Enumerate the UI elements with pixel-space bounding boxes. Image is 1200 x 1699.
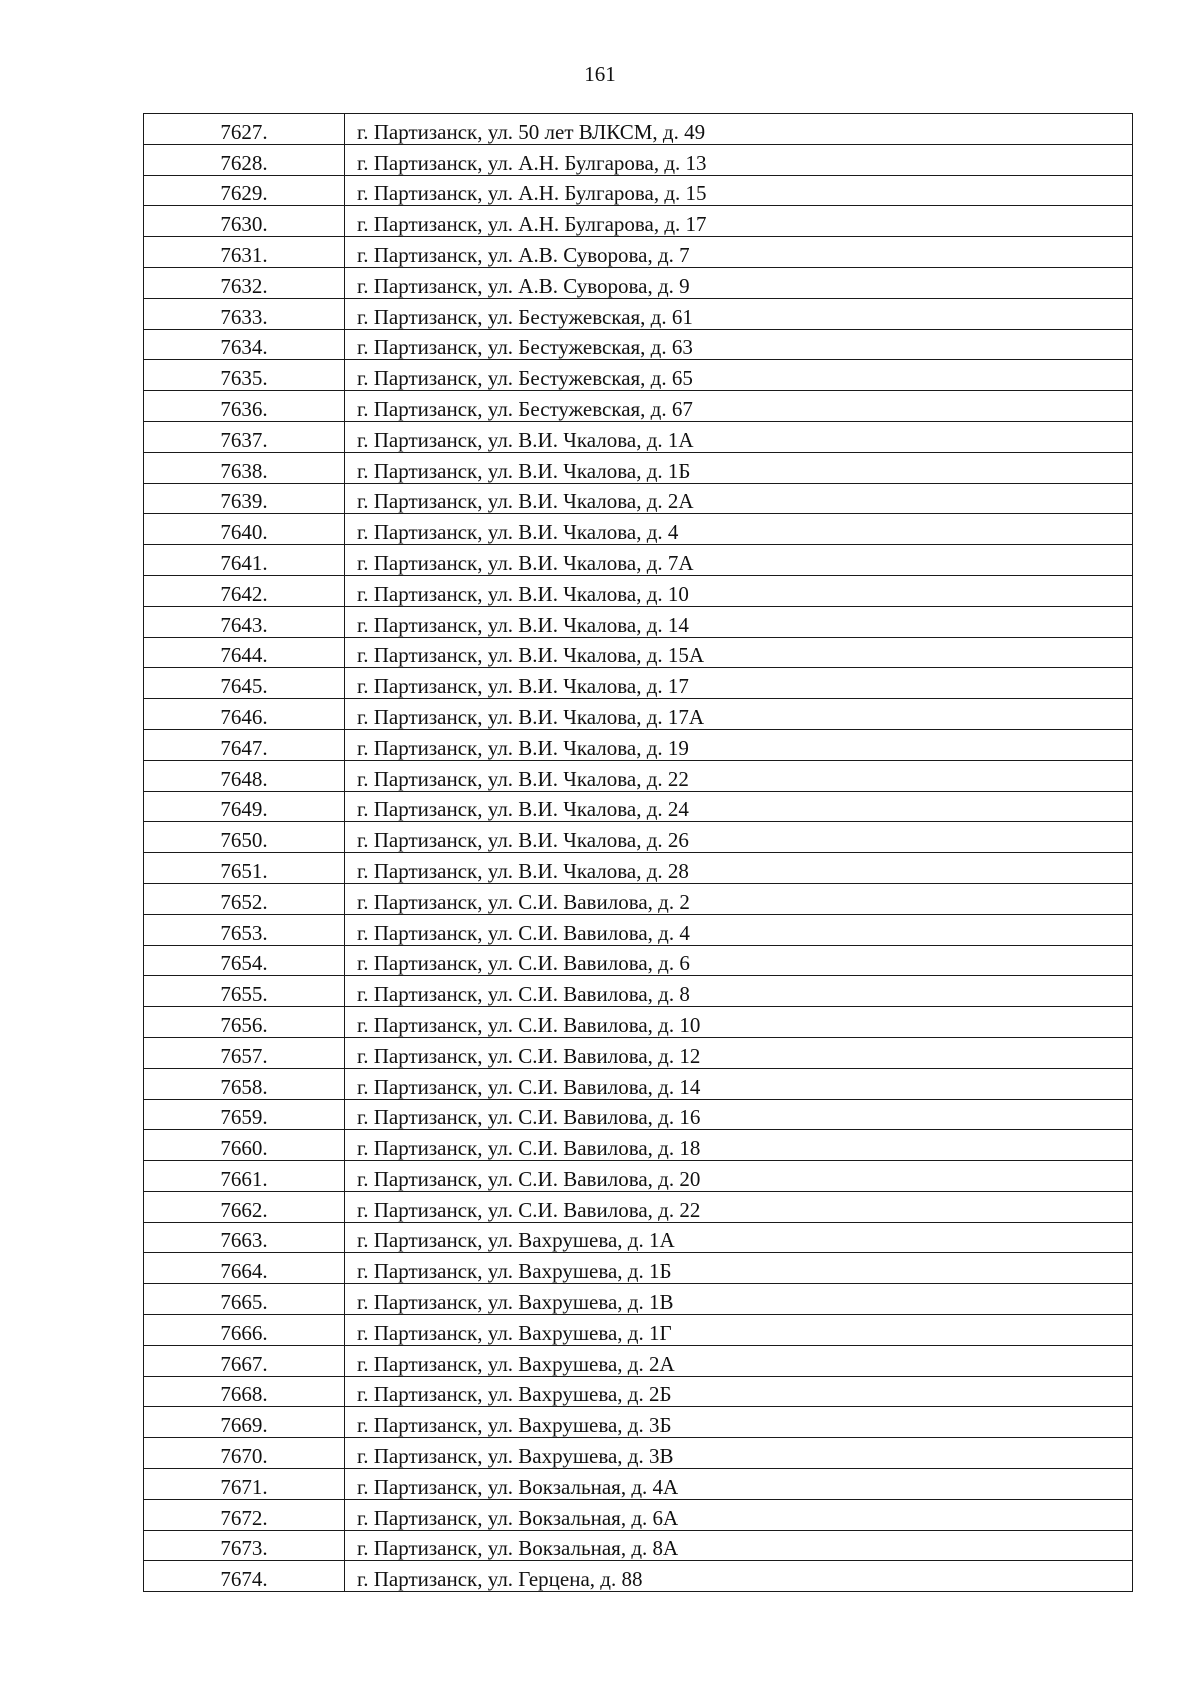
address-text: г. Партизанск, ул. В.И. Чкалова, д. 24 (357, 797, 689, 822)
row-number: 7640. (220, 520, 268, 545)
row-number: 7636. (220, 396, 268, 421)
address-text: г. Партизанск, ул. В.И. Чкалова, д. 17 (357, 674, 689, 699)
address-text: г. Партизанск, ул. В.И. Чкалова, д. 22 (357, 766, 689, 791)
row-number-cell (144, 606, 345, 637)
address-text: г. Партизанск, ул. В.И. Чкалова, д. 1А (357, 427, 694, 452)
table-row (144, 360, 1133, 391)
row-number: 7651. (220, 858, 268, 883)
row-number: 7642. (220, 581, 268, 606)
row-number: 7666. (220, 1320, 268, 1345)
row-number: 7630. (220, 212, 268, 237)
address-cell (345, 1376, 1133, 1407)
row-number: 7641. (220, 550, 268, 575)
row-number: 7663. (220, 1228, 268, 1253)
table-row (144, 945, 1133, 976)
row-number: 7638. (220, 458, 268, 483)
table-row (144, 606, 1133, 637)
address-cell (345, 114, 1133, 145)
table-row (144, 1561, 1133, 1592)
table-row (144, 114, 1133, 145)
row-number: 7668. (220, 1382, 268, 1407)
row-number: 7644. (220, 643, 268, 668)
row-number-cell (144, 1438, 345, 1469)
table-row (144, 914, 1133, 945)
row-number: 7661. (220, 1166, 268, 1191)
table-row (144, 1222, 1133, 1253)
table-row (144, 853, 1133, 884)
row-number-cell (144, 1499, 345, 1530)
address-cell (345, 1253, 1133, 1284)
table-row (144, 1469, 1133, 1500)
address-text: г. Партизанск, ул. А.Н. Булгарова, д. 13 (357, 150, 707, 175)
table-row (144, 1007, 1133, 1038)
row-number-cell (144, 483, 345, 514)
table-row (144, 791, 1133, 822)
row-number-cell (144, 1315, 345, 1346)
address-cell (345, 1161, 1133, 1192)
row-number-cell (144, 1130, 345, 1161)
row-number: 7665. (220, 1290, 268, 1315)
row-number-cell (144, 237, 345, 268)
address-text: г. Партизанск, ул. 50 лет ВЛКСМ, д. 49 (357, 119, 706, 144)
row-number-cell (144, 452, 345, 483)
table-row (144, 1438, 1133, 1469)
row-number-cell (144, 791, 345, 822)
row-number: 7634. (220, 335, 268, 360)
table-row (144, 514, 1133, 545)
address-cell (345, 1191, 1133, 1222)
row-number-cell (144, 1469, 345, 1500)
address-text: г. Партизанск, ул. В.И. Чкалова, д. 17А (357, 704, 705, 729)
table-row (144, 206, 1133, 237)
row-number: 7652. (220, 889, 268, 914)
row-number-cell (144, 976, 345, 1007)
row-number-cell (144, 1253, 345, 1284)
address-text: г. Партизанск, ул. А.В. Суворова, д. 9 (357, 273, 690, 298)
address-text: г. Партизанск, ул. С.И. Вавилова, д. 2 (357, 889, 690, 914)
row-number: 7639. (220, 489, 268, 514)
row-number-cell (144, 1161, 345, 1192)
row-number-cell (144, 421, 345, 452)
row-number-cell (144, 1376, 345, 1407)
address-cell (345, 483, 1133, 514)
address-cell (345, 360, 1133, 391)
address-text: г. Партизанск, ул. А.Н. Булгарова, д. 17 (357, 212, 707, 237)
row-number-cell (144, 883, 345, 914)
address-cell (345, 298, 1133, 329)
row-number-cell (144, 822, 345, 853)
address-cell (345, 791, 1133, 822)
row-number: 7670. (220, 1444, 268, 1469)
address-text: г. Партизанск, ул. Вахрушева, д. 3Б (357, 1413, 672, 1438)
row-number-cell (144, 853, 345, 884)
row-number-cell (144, 1037, 345, 1068)
table-row (144, 668, 1133, 699)
address-text: г. Партизанск, ул. Вахрушева, д. 3В (357, 1444, 674, 1469)
table-row (144, 237, 1133, 268)
table-row (144, 391, 1133, 422)
table-row (144, 883, 1133, 914)
address-cell (345, 1469, 1133, 1500)
row-number-cell (144, 1007, 345, 1038)
row-number: 7667. (220, 1351, 268, 1376)
address-text: г. Партизанск, ул. В.И. Чкалова, д. 7А (357, 550, 694, 575)
address-cell (345, 1284, 1133, 1315)
row-number: 7659. (220, 1105, 268, 1130)
row-number-cell (144, 114, 345, 145)
row-number-cell (144, 144, 345, 175)
table-row (144, 1037, 1133, 1068)
address-text: г. Партизанск, ул. Вокзальная, д. 4А (357, 1474, 679, 1499)
row-number-cell (144, 298, 345, 329)
row-number: 7671. (220, 1474, 268, 1499)
row-number: 7674. (220, 1567, 268, 1592)
address-text: г. Партизанск, ул. Бестужевская, д. 65 (357, 366, 693, 391)
address-text: г. Партизанск, ул. В.И. Чкалова, д. 28 (357, 858, 689, 883)
address-text: г. Партизанск, ул. В.И. Чкалова, д. 14 (357, 612, 689, 637)
row-number-cell (144, 206, 345, 237)
row-number: 7627. (220, 119, 268, 144)
row-number: 7655. (220, 982, 268, 1007)
table-row (144, 483, 1133, 514)
address-text: г. Партизанск, ул. Вахрушева, д. 2А (357, 1351, 675, 1376)
address-text: г. Партизанск, ул. Вахрушева, д. 2Б (357, 1382, 672, 1407)
address-cell (345, 1438, 1133, 1469)
table-row (144, 1499, 1133, 1530)
row-number-cell (144, 1561, 345, 1592)
row-number: 7633. (220, 304, 268, 329)
row-number-cell (144, 729, 345, 760)
address-cell (345, 760, 1133, 791)
table-row (144, 1530, 1133, 1561)
address-text: г. Партизанск, ул. С.И. Вавилова, д. 12 (357, 1043, 701, 1068)
row-number: 7632. (220, 273, 268, 298)
table-row (144, 637, 1133, 668)
address-cell (345, 237, 1133, 268)
row-number-cell (144, 391, 345, 422)
row-number: 7662. (220, 1197, 268, 1222)
table-row (144, 699, 1133, 730)
address-text: г. Партизанск, ул. В.И. Чкалова, д. 1Б (357, 458, 691, 483)
address-cell (345, 976, 1133, 1007)
address-cell (345, 421, 1133, 452)
row-number-cell (144, 1284, 345, 1315)
address-text: г. Партизанск, ул. С.И. Вавилова, д. 4 (357, 920, 690, 945)
address-cell (345, 575, 1133, 606)
address-text: г. Партизанск, ул. С.И. Вавилова, д. 20 (357, 1166, 701, 1191)
address-text: г. Партизанск, ул. В.И. Чкалова, д. 15А (357, 643, 705, 668)
address-cell (345, 1530, 1133, 1561)
address-text: г. Партизанск, ул. С.И. Вавилова, д. 18 (357, 1136, 701, 1161)
address-cell (345, 729, 1133, 760)
row-number: 7647. (220, 735, 268, 760)
row-number: 7664. (220, 1259, 268, 1284)
table-row (144, 421, 1133, 452)
address-cell (345, 822, 1133, 853)
table-row (144, 976, 1133, 1007)
address-cell (345, 1222, 1133, 1253)
address-text: г. Партизанск, ул. С.И. Вавилова, д. 16 (357, 1105, 701, 1130)
address-cell (345, 267, 1133, 298)
row-number-cell (144, 1407, 345, 1438)
row-number: 7660. (220, 1136, 268, 1161)
row-number-cell (144, 637, 345, 668)
address-cell (345, 545, 1133, 576)
address-cell (345, 329, 1133, 360)
address-cell (345, 883, 1133, 914)
row-number: 7648. (220, 766, 268, 791)
address-cell (345, 452, 1133, 483)
row-number: 7653. (220, 920, 268, 945)
table-row (144, 1099, 1133, 1130)
row-number-cell (144, 175, 345, 206)
address-text: г. Партизанск, ул. Вахрушева, д. 1Б (357, 1259, 672, 1284)
row-number-cell (144, 545, 345, 576)
table-row (144, 1315, 1133, 1346)
row-number: 7643. (220, 612, 268, 637)
address-cell (345, 945, 1133, 976)
table-row (144, 822, 1133, 853)
address-cell (345, 1099, 1133, 1130)
table-row (144, 144, 1133, 175)
row-number: 7657. (220, 1043, 268, 1068)
address-cell (345, 1499, 1133, 1530)
row-number: 7631. (220, 242, 268, 267)
table-row (144, 267, 1133, 298)
row-number: 7635. (220, 366, 268, 391)
address-text: г. Партизанск, ул. Бестужевская, д. 63 (357, 335, 693, 360)
row-number-cell (144, 514, 345, 545)
table-row (144, 545, 1133, 576)
row-number-cell (144, 668, 345, 699)
address-text: г. Партизанск, ул. В.И. Чкалова, д. 4 (357, 520, 679, 545)
table-row (144, 575, 1133, 606)
table-row (144, 1284, 1133, 1315)
address-cell (345, 1007, 1133, 1038)
row-number: 7650. (220, 828, 268, 853)
address-text: г. Партизанск, ул. Вахрушева, д. 1Г (357, 1320, 672, 1345)
row-number-cell (144, 1530, 345, 1561)
address-text: г. Партизанск, ул. Бестужевская, д. 67 (357, 396, 693, 421)
address-cell (345, 1130, 1133, 1161)
address-cell (345, 1561, 1133, 1592)
address-text: г. Партизанск, ул. Вокзальная, д. 8А (357, 1536, 679, 1561)
row-number: 7628. (220, 150, 268, 175)
address-text: г. Партизанск, ул. С.И. Вавилова, д. 14 (357, 1074, 701, 1099)
row-number-cell (144, 1099, 345, 1130)
row-number-cell (144, 760, 345, 791)
address-cell (345, 699, 1133, 730)
row-number-cell (144, 1191, 345, 1222)
address-text: г. Партизанск, ул. Вокзальная, д. 6А (357, 1505, 679, 1530)
address-table-body (144, 114, 1133, 1592)
row-number: 7649. (220, 797, 268, 822)
table-row (144, 1161, 1133, 1192)
address-text: г. Партизанск, ул. В.И. Чкалова, д. 19 (357, 735, 689, 760)
address-text: г. Партизанск, ул. А.В. Суворова, д. 7 (357, 242, 690, 267)
address-cell (345, 144, 1133, 175)
row-number-cell (144, 699, 345, 730)
address-cell (345, 668, 1133, 699)
table-row (144, 1253, 1133, 1284)
row-number: 7637. (220, 427, 268, 452)
address-cell (345, 175, 1133, 206)
row-number-cell (144, 945, 345, 976)
table-row (144, 329, 1133, 360)
table-row (144, 760, 1133, 791)
address-cell (345, 1345, 1133, 1376)
table-row (144, 452, 1133, 483)
row-number: 7673. (220, 1536, 268, 1561)
address-cell (345, 1037, 1133, 1068)
row-number: 7654. (220, 951, 268, 976)
address-text: г. Партизанск, ул. Вахрушева, д. 1В (357, 1290, 674, 1315)
table-row (144, 1191, 1133, 1222)
address-text: г. Партизанск, ул. Герцена, д. 88 (357, 1567, 643, 1592)
row-number: 7658. (220, 1074, 268, 1099)
table-row (144, 175, 1133, 206)
address-cell (345, 514, 1133, 545)
row-number-cell (144, 360, 345, 391)
row-number: 7656. (220, 1012, 268, 1037)
table-row (144, 1407, 1133, 1438)
row-number-cell (144, 575, 345, 606)
address-cell (345, 914, 1133, 945)
address-cell (345, 391, 1133, 422)
row-number: 7645. (220, 674, 268, 699)
address-cell (345, 1315, 1133, 1346)
row-number-cell (144, 329, 345, 360)
table-row (144, 1376, 1133, 1407)
table-row (144, 298, 1133, 329)
address-text: г. Партизанск, ул. С.И. Вавилова, д. 22 (357, 1197, 701, 1222)
address-text: г. Партизанск, ул. А.Н. Булгарова, д. 15 (357, 181, 707, 206)
row-number-cell (144, 914, 345, 945)
address-cell (345, 637, 1133, 668)
address-text: г. Партизанск, ул. В.И. Чкалова, д. 26 (357, 828, 689, 853)
address-cell (345, 206, 1133, 237)
table-row (144, 1345, 1133, 1376)
address-text: г. Партизанск, ул. В.И. Чкалова, д. 2А (357, 489, 694, 514)
table-row (144, 1068, 1133, 1099)
address-cell (345, 606, 1133, 637)
address-text: г. Партизанск, ул. С.И. Вавилова, д. 6 (357, 951, 690, 976)
table-row (144, 1130, 1133, 1161)
row-number-cell (144, 267, 345, 298)
address-table (143, 113, 1133, 1592)
address-cell (345, 853, 1133, 884)
row-number-cell (144, 1068, 345, 1099)
page-number: 161 (584, 62, 616, 86)
address-text: г. Партизанск, ул. В.И. Чкалова, д. 10 (357, 581, 689, 606)
row-number: 7646. (220, 704, 268, 729)
address-cell (345, 1068, 1133, 1099)
address-text: г. Партизанск, ул. Бестужевская, д. 61 (357, 304, 693, 329)
table-row (144, 729, 1133, 760)
row-number: 7669. (220, 1413, 268, 1438)
row-number-cell (144, 1345, 345, 1376)
address-text: г. Партизанск, ул. С.И. Вавилова, д. 10 (357, 1012, 701, 1037)
row-number: 7629. (220, 181, 268, 206)
row-number-cell (144, 1222, 345, 1253)
row-number: 7672. (220, 1505, 268, 1530)
address-cell (345, 1407, 1133, 1438)
address-text: г. Партизанск, ул. С.И. Вавилова, д. 8 (357, 982, 690, 1007)
address-text: г. Партизанск, ул. Вахрушева, д. 1А (357, 1228, 675, 1253)
